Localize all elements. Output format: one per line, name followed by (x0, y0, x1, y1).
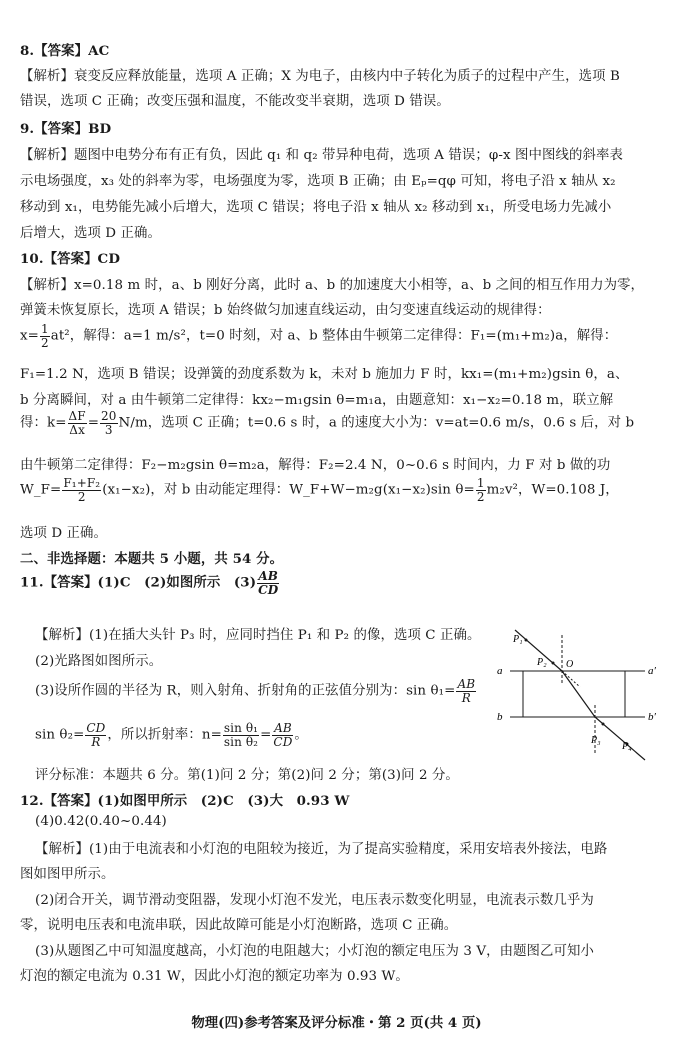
label-p2: P₂ (537, 657, 547, 668)
pin-p1 (525, 639, 528, 642)
light-path-diagram (485, 625, 665, 765)
line-q10-analysis-2: 弹簧未恢复原长，选项 A 错误；b 始终做匀加速直线运动，由匀变速直线运动的规律得： (20, 303, 551, 318)
line-q12-analysis-1: 【解析】(1)由于电流表和小灯泡的电阻较为接近，为了提高实验精度，采用安培表外接法，电路 (35, 842, 608, 857)
line-q11-analysis-4: sin θ₂= $\frac{CD}{R}$ ，所以折射率：n= $\frac{\text{sin θ₁}}{\text{sin θ₂}}$ = $\frac{AB}{CD}$ 。 (35, 721, 308, 749)
line-q10-analysis-1: 【解析】x=0.18 m 时，a、b 刚好分离，此时 a、b 的加速度大小相等，a、b 之间的相互作用力为零， (20, 278, 645, 293)
pin-p2 (552, 662, 555, 665)
section-heading: 二、非选择题：本题共 5 小题，共 54 分。 (20, 551, 284, 567)
label-o: O (566, 659, 574, 670)
line-q10-answer: 10.【答案】CD (20, 251, 121, 267)
label-p3: P₃ (591, 735, 601, 746)
fraction-AB-CD-2: $\frac{AB}{CD}$ (273, 721, 293, 749)
line-q11-analysis-1: 【解析】(1)在插大头针 P₃ 时，应同时挡住 P₁ 和 P₂ 的像，选项 C 正确。 (35, 628, 481, 643)
line-q10-analysis-4: F₁=1.2 N，选项 B 错误；设弹簧的劲度系数为 k，未对 b 施加力 F 时，kx₁=(m₁+m₂)gsin θ，a、 (20, 367, 629, 382)
line-q12-analysis-2: 图如图甲所示。 (20, 867, 115, 882)
x-equals: x= (20, 328, 39, 344)
line-q8-answer: 8.【答案】AC (20, 43, 110, 59)
page-footer: 物理(四)参考答案及评分标准・第 2 页(共 4 页) (191, 1015, 482, 1031)
line-q10-analysis-7: 由牛顿第二定律得：F₂−m₂gsin θ=m₂a，解得：F₂=2.4 N，0~0.6 s 时间内，力 F 对 b 做的功 (20, 458, 611, 473)
label-b: b (497, 711, 503, 723)
line-q10-analysis-5: b 分离瞬间，对 a 由牛顿第二定律得：kx₂−m₁gsin θ=m₁a，由题意知：x₁−x₂=0.18 m，联立解 (20, 393, 614, 408)
line-q9-analysis-4: 后增大，选项 D 正确。 (20, 226, 161, 241)
refracted-ray (562, 671, 595, 717)
line-q12-analysis-6: 灯泡的额定电流为 0.31 W，因此小灯泡的额定功率为 0.93 W。 (20, 969, 409, 984)
line-q11-analysis-3: (3)设所作圆的半径为 R，则入射角、折射角的正弦值分别为：sin θ₁= $\frac{AB}{R}$ (35, 677, 476, 705)
line-q12-analysis-5: (3)从题图乙中可知温度越高，小灯泡的电阻越大；小灯泡的额定电压为 3 V，由题图乙可知小 (35, 944, 595, 959)
label-b-prime: b′ (648, 711, 656, 723)
fraction-dF-dx: $\frac{\Delta F}{\Delta x}$ (68, 409, 86, 437)
line-q9-analysis-2: 示电场强度，x₃ 处的斜率为零，电场强度为零，选项 B 正确；由 Eₚ=qφ 可知，将电子沿 x 轴从 x₂ (20, 174, 616, 189)
line-q10-analysis-6: 得：k= $\frac{\Delta F}{\Delta x}$ = $\frac{20}{3}$ N/m，选项 C 正确；t=0.6 s 时，a 的速度大小为：v=at=0.6 m/s，0.6 s 后，对 b (20, 409, 635, 437)
line-q8-analysis-1: 【解析】衰变反应释放能量，选项 A 正确；X 为电子，由核内中子转化为质子的过程中产生，选项 B (20, 69, 620, 84)
pin-p3 (602, 723, 605, 726)
line-q12-answer: 12.【答案】(1)如图甲所示 (2)C (3)大 0.93 W (20, 793, 350, 809)
line-q9-analysis-3: 移动到 x₁，电势能先减小后增大，选项 C 错误；将电子沿 x 轴从 x₂ 移动到 x₁，所受电场力先减小 (20, 200, 612, 215)
line-q11-scoring: 评分标准：本题共 6 分。第(1)问 2 分；第(2)问 2 分；第(3)问 2 分。 (35, 768, 459, 783)
fraction-20-3: $\frac{20}{3}$ (101, 409, 117, 437)
line-q9-analysis-1: 【解析】题图中电势分布有正有负，因此 q₁ 和 q₂ 带异种电荷，选项 A 错误；φ-x 图中图线的斜率表 (20, 148, 623, 163)
line-q9-answer: 9.【答案】BD (20, 121, 112, 137)
line-q10-analysis-9: 选项 D 正确。 (20, 526, 108, 541)
fraction-F1F2-2: $\frac{\text{F₁+F₂}}{2}$ (63, 476, 101, 504)
extension-ray (562, 671, 580, 687)
line-q11-answer: 11.【答案】(1)C (2)如图所示 (3) $\frac{AB}{CD}$ (20, 569, 279, 597)
line-q11-analysis-2: (2)光路图如图所示。 (35, 654, 163, 669)
fraction-CD-R: $\frac{CD}{R}$ (86, 721, 106, 749)
fraction-half: $\frac{1}{2}$ (40, 322, 49, 350)
fraction-half-2: $\frac{1}{2}$ (476, 476, 485, 504)
line-q10-analysis-3: x= $\frac{1}{2}$ at²，解得：a=1 m/s²，t=0 时刻，对 a、b 整体由牛顿第二定律得：F₁=(m₁+m₂)a，解得： (20, 322, 618, 350)
label-a-prime: a′ (648, 665, 656, 677)
fraction-AB-CD: $\frac{AB}{CD}$ (258, 569, 279, 597)
fraction-sin-ratio: $\frac{\text{sin θ₁}}{\text{sin θ₂}}$ (223, 721, 259, 749)
fraction-AB-R: $\frac{AB}{R}$ (457, 677, 476, 705)
line-q8-analysis-2: 错误，选项 C 正确；改变压强和温度，不能改变半衰期，选项 D 错误。 (20, 94, 450, 109)
line-q12-analysis-3: (2)闭合开关，调节滑动变阻器，发现小灯泡不发光，电压表示数变化明显，电流表示数几乎为 (35, 893, 594, 908)
line-q10-analysis-8: W_F= $\frac{\text{F₁+F₂}}{2}$ (x₁−x₂)，对 b 由动能定理得：W_F+W−m₂g(x₁−x₂)sin θ= $\frac{1}{2}$ m₂v²，W=0.108 J， (20, 476, 619, 504)
label-p4: P₄ (622, 741, 632, 752)
label-a: a (497, 665, 503, 677)
label-p1: P₁ (513, 634, 523, 645)
line-q12-analysis-4: 零，说明电压表和电流串联，因此故障可能是小灯泡断路，选项 C 正确。 (20, 918, 458, 933)
line-q12-answer-4: (4)0.42(0.40~0.44) (35, 814, 167, 829)
